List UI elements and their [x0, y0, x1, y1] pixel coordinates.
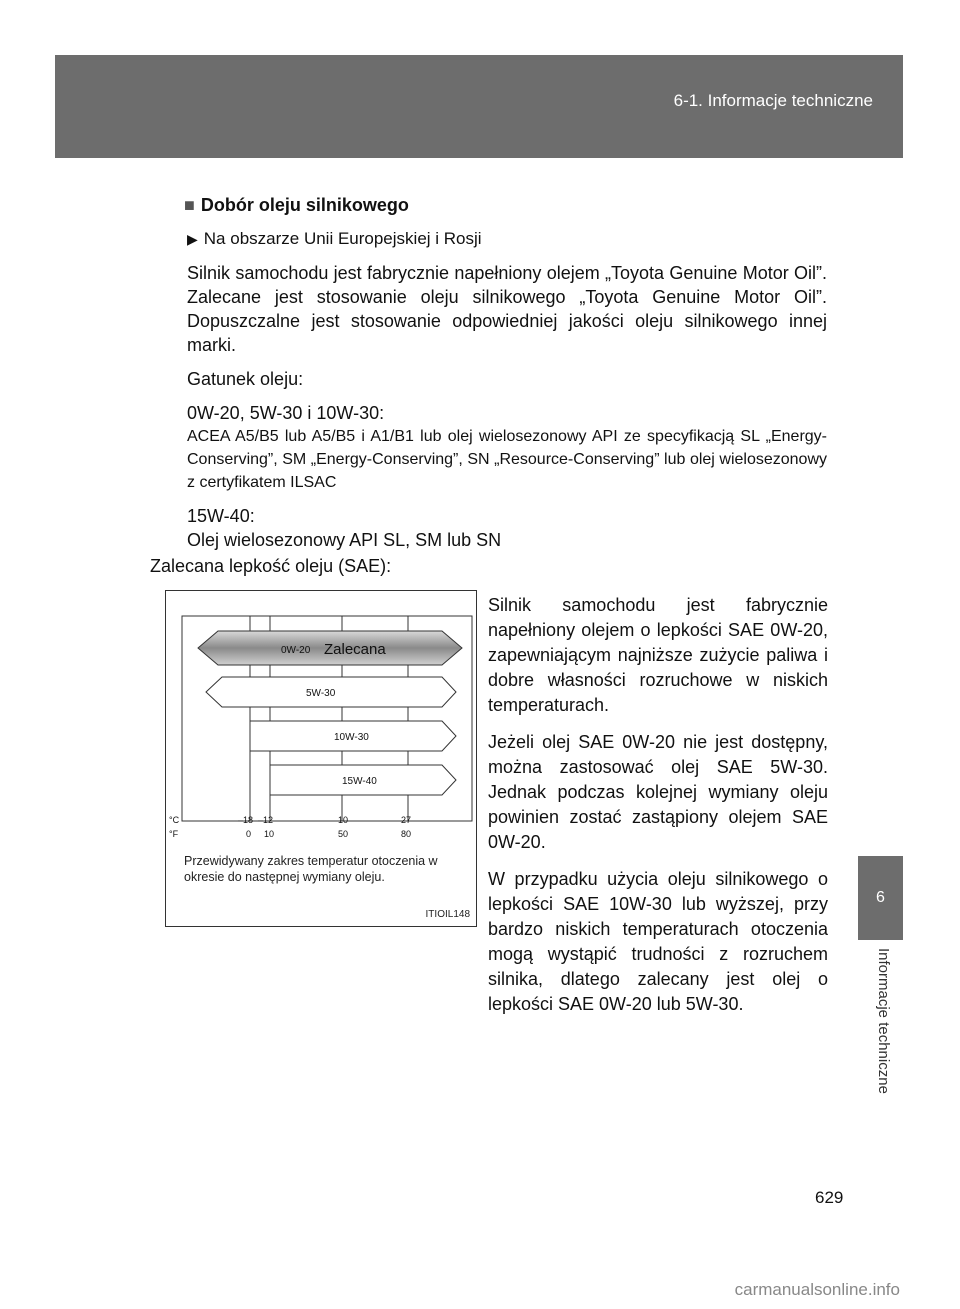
- viscosity-label: Zalecana lepkość oleju (SAE):: [150, 556, 392, 576]
- region-subheading: [187, 227, 827, 251]
- section-heading-text: Dobór oleju silnikowego: [200, 195, 409, 215]
- tick-f: 50: [338, 829, 349, 839]
- chapter-tab-number: 6: [858, 856, 903, 940]
- right-paragraph-1: Silnik samochodu jest fabrycznie napełniony olejem o lepkości SAE 0W-20, zapewniającym najniższe zużycie paliwa i dobre własności rozruchowe w niskich temperaturach.: [488, 595, 828, 715]
- header-title: 6-1. Informacje techniczne: [673, 91, 873, 110]
- bar-label-15w40: 15W-40: [342, 776, 377, 787]
- right-paragraph-2: Jeżeli olej SAE 0W-20 nie jest dostępny, można zastosować olej SAE 5W-30. Jednak podczas kolejnej wymiany oleju powinien zostać zastąpiony olejem SAE 0W-20.: [488, 732, 828, 852]
- bar-label-0w20: 0W-20: [281, 645, 311, 656]
- grade2-title: 15W-40:: [187, 506, 255, 526]
- grade1-text: ACEA A5/B5 lub A5/B5 i A1/B1 lub olej wielosezonowy API ze specyfikacją SL „Energy-Conserving”, SM „Energy-Conserving”, SN „Resource-Conserving” lub olej wielosezonowy z certyfikatem ILSAC: [187, 428, 827, 491]
- viscosity-figure: [165, 590, 477, 927]
- region-subheading-text: Na obszarze Unii Europejskiej i Rosji: [203, 229, 482, 248]
- tick-c: –12: [258, 815, 274, 825]
- tick-f: 10: [264, 829, 275, 839]
- section-heading: [184, 193, 827, 217]
- right-column: [488, 593, 828, 1029]
- tick-f: 80: [401, 829, 412, 839]
- square-bullet-icon: ■: [184, 195, 195, 215]
- tick-f: 0: [246, 829, 252, 839]
- intro-paragraph: Silnik samochodu jest fabrycznie napełniony olejem „Toyota Genuine Motor Oil”. Zalecane jest stosowanie oleju silnikowego „Toyota Genuine Motor Oil”. Dopuszczalne jest stosowanie odpowiedniej jakości oleju silnikowego innej marki.: [187, 263, 827, 355]
- chapter-tab-label: Informacje techniczne: [875, 948, 892, 1094]
- tick-c: 27: [401, 815, 412, 825]
- header-band: [55, 55, 903, 158]
- figure-code: ITIOIL148: [425, 909, 470, 920]
- tick-c: 10: [338, 815, 349, 825]
- main-content: [184, 193, 827, 552]
- figure-caption: Przewidywany zakres temperatur otoczenia w okresie do następnej wymiany oleju.: [184, 854, 438, 884]
- watermark: carmanualsonline.info: [734, 1280, 900, 1299]
- tick-c: –18: [238, 815, 254, 825]
- bar-label-5w30: 5W-30: [306, 688, 336, 699]
- unit-celsius: °C: [169, 815, 180, 825]
- triangle-right-icon: ▶: [187, 231, 198, 247]
- recommended-label: Zalecana: [324, 641, 386, 658]
- grade1-title: 0W-20, 5W-30 i 10W-30:: [187, 403, 385, 423]
- bar-label-10w30: 10W-30: [334, 732, 369, 743]
- grade-label: Gatunek oleju:: [187, 369, 304, 389]
- page-number: 629: [815, 1188, 844, 1207]
- unit-fahrenheit: °F: [169, 829, 179, 839]
- grade2-text: Olej wielosezonowy API SL, SM lub SN: [187, 530, 502, 550]
- right-paragraph-3: W przypadku użycia oleju silnikowego o lepkości SAE 10W-30 lub wyższej, przy bardzo niskich temperaturach otoczenia mogą wystąpić trudności z rozruchem silnika, dlatego zalecany jest olej o lepkości SAE 0W-20 lub 5W-30.: [488, 869, 828, 1014]
